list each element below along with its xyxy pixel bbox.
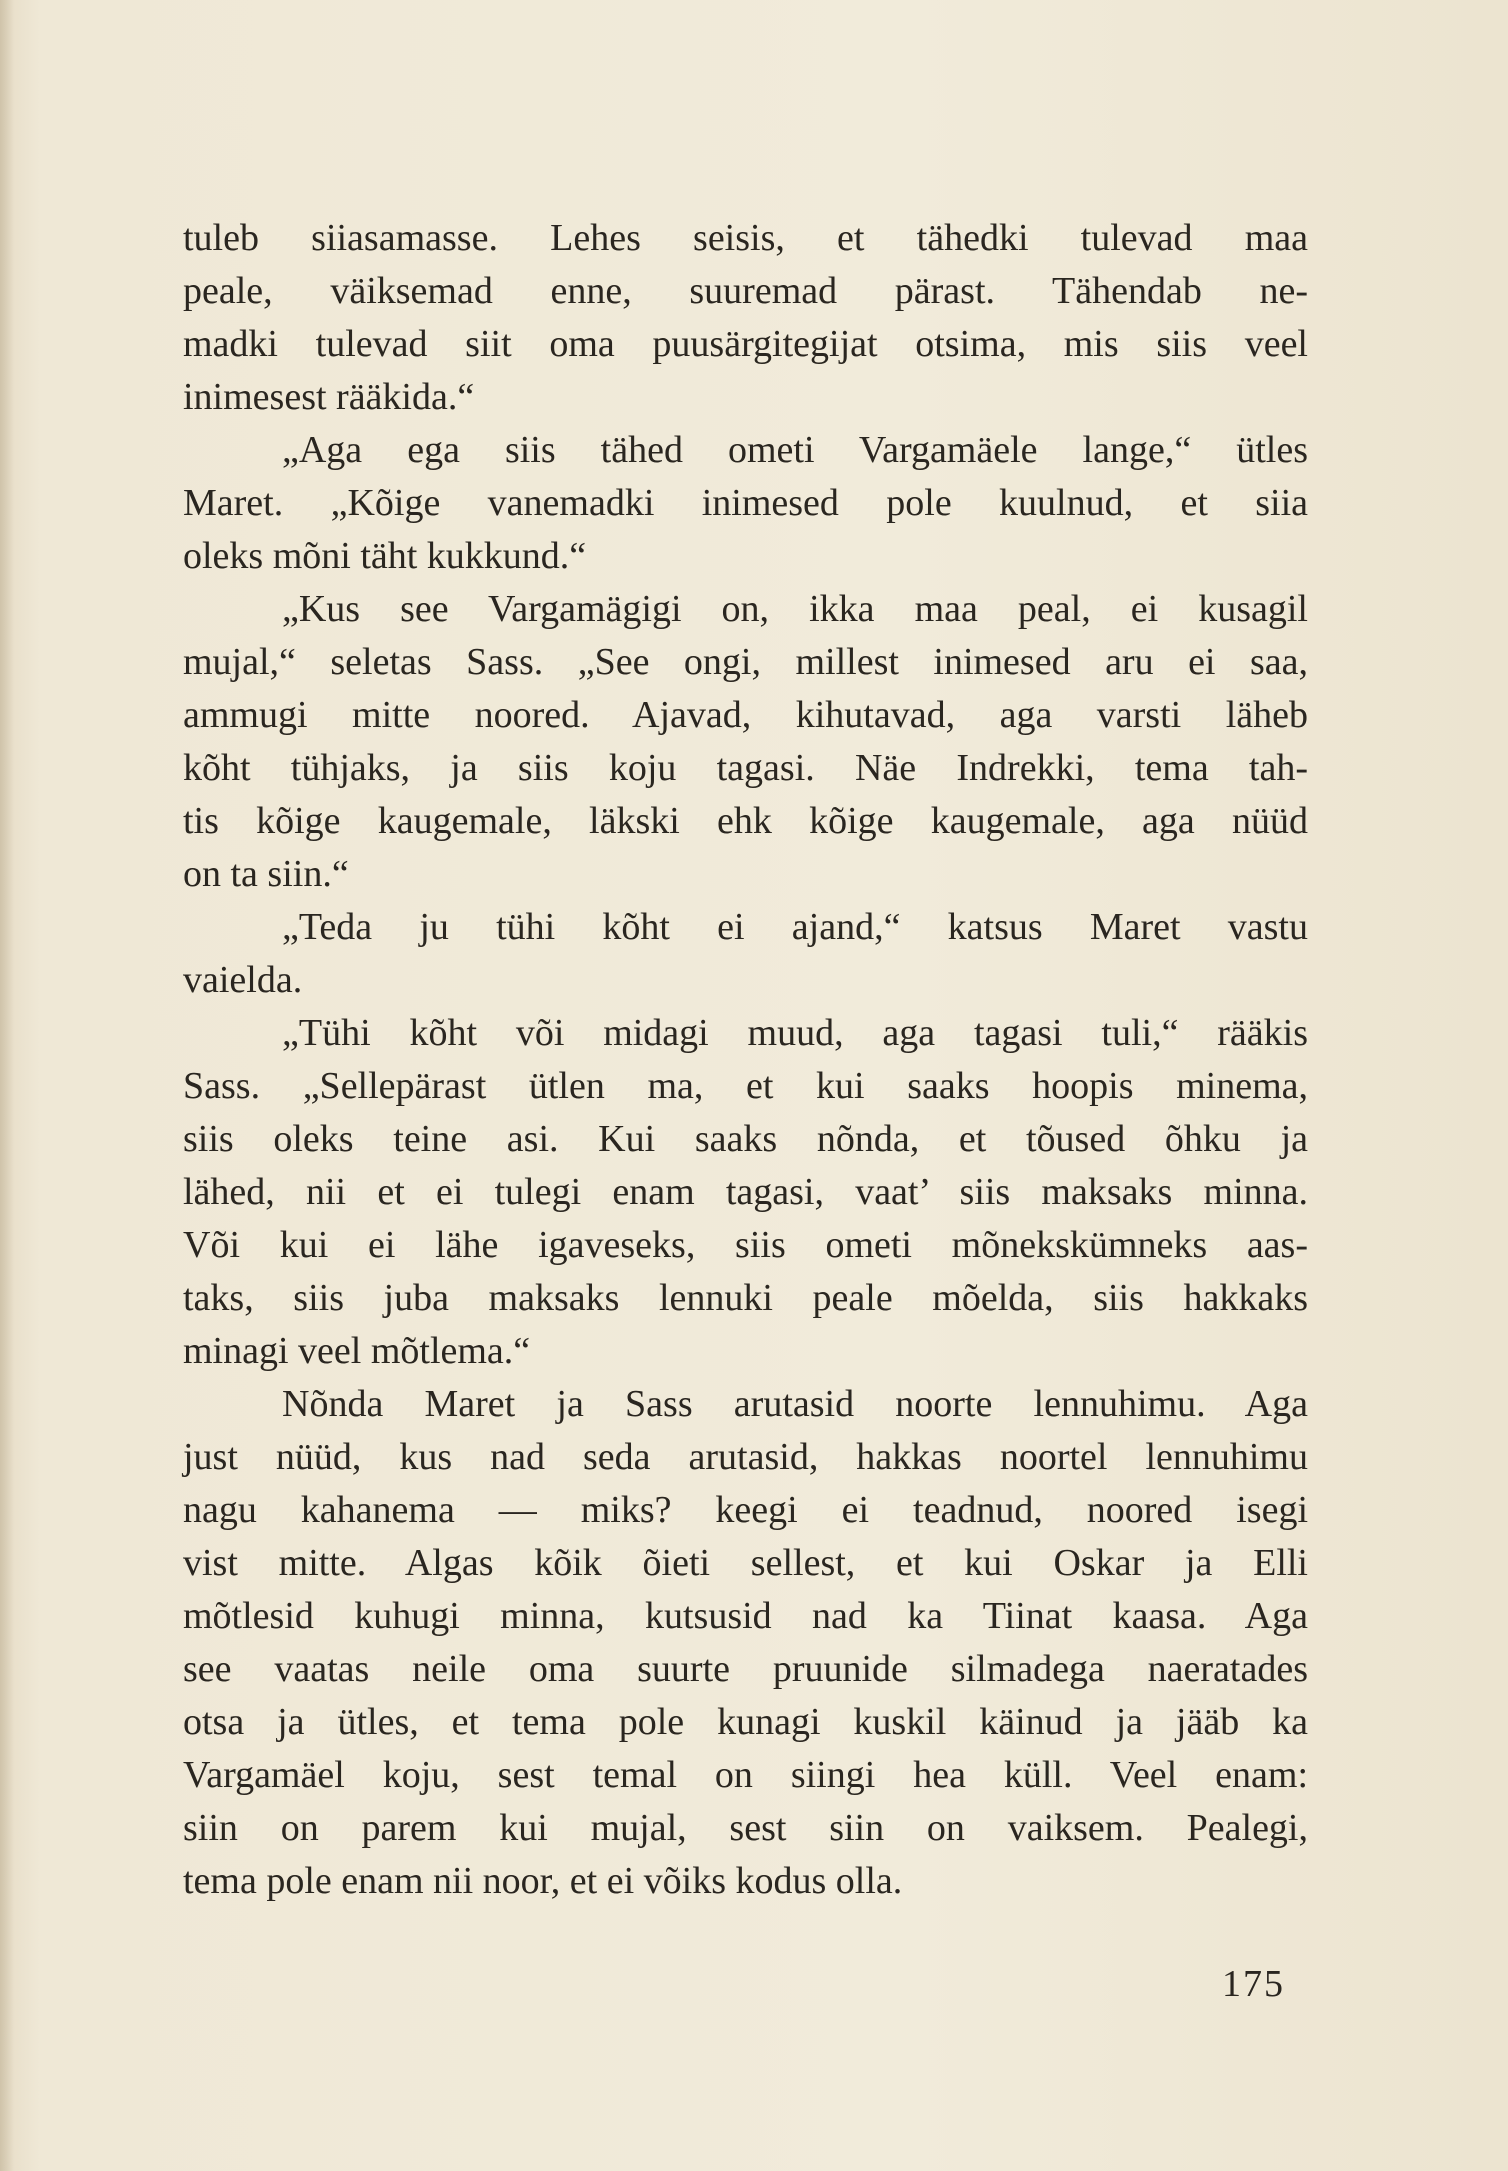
text-line: inimesest rääkida.“ [183, 376, 475, 418]
page-edge-shadow [0, 0, 14, 2171]
page-number: 175 [1222, 1963, 1285, 2005]
text-line: mõtlesid kuhugi minna, kutsusid nad ka Tiinat kaasa. Aga [183, 1595, 1308, 1637]
text-line: „Aga ega siis tähed ometi Vargamäele lange,“ ütles [282, 429, 1308, 471]
text-line: mujal,“ seletas Sass. „See ongi, millest inimesed aru ei saa, [183, 641, 1308, 683]
text-line: tis kõige kaugemale, läkski ehk kõige kaugemale, aga nüüd [183, 800, 1308, 842]
text-line: lähed, nii et ei tulegi enam tagasi, vaat’ siis maksaks minna. [183, 1171, 1308, 1213]
text-line: just nüüd, kus nad seda arutasid, hakkas noortel lennuhimu [183, 1436, 1308, 1478]
text-line: „Kus see Vargamägigi on, ikka maa peal, ei kusagil [282, 588, 1308, 630]
text-line: nagu kahanema — miks? keegi ei teadnud, noored isegi [183, 1489, 1308, 1531]
text-line: Nõnda Maret ja Sass arutasid noorte lennuhimu. Aga [282, 1383, 1308, 1425]
text-line: see vaatas neile oma suurte pruunide silmadega naeratades [183, 1648, 1308, 1690]
text-line: peale, väiksemad enne, suuremad pärast. Tähendab ne- [183, 270, 1308, 312]
text-line: vist mitte. Algas kõik õieti sellest, et kui Oskar ja Elli [183, 1542, 1308, 1584]
text-line: taks, siis juba maksaks lennuki peale mõelda, siis hakkaks [183, 1277, 1308, 1319]
text-line: tema pole enam nii noor, et ei võiks kodus olla. [183, 1860, 903, 1902]
text-line: Maret. „Kõige vanemadki inimesed pole kuulnud, et siia [183, 482, 1308, 524]
text-line: Sass. „Sellepärast ütlen ma, et kui saaks hoopis minema, [183, 1065, 1308, 1107]
text-line: on ta siin.“ [183, 853, 349, 895]
text-line: siin on parem kui mujal, sest siin on vaiksem. Pealegi, [183, 1807, 1308, 1849]
text-line: tuleb siiasamasse. Lehes seisis, et tähedki tulevad maa [183, 217, 1308, 259]
text-line: kõht tühjaks, ja siis koju tagasi. Näe Indrekki, tema tah- [183, 747, 1308, 789]
text-line: minagi veel mõtlema.“ [183, 1330, 531, 1372]
text-line: otsa ja ütles, et tema pole kunagi kuskil käinud ja jääb ka [183, 1701, 1308, 1743]
text-line: ammugi mitte noored. Ajavad, kihutavad, aga varsti läheb [183, 694, 1308, 736]
text-line: madki tulevad siit oma puusärgitegijat otsima, mis siis veel [183, 323, 1308, 365]
text-line: siis oleks teine asi. Kui saaks nõnda, et tõused õhku ja [183, 1118, 1308, 1160]
text-line: Või kui ei lähe igaveseks, siis ometi mõnekskümneks aas- [183, 1224, 1308, 1266]
text-line: „Tühi kõht või midagi muud, aga tagasi tuli,“ rääkis [282, 1012, 1308, 1054]
text-line: vaielda. [183, 959, 303, 1001]
text-line: Vargamäel koju, sest temal on siingi hea küll. Veel enam: [183, 1754, 1308, 1796]
text-line: oleks mõni täht kukkund.“ [183, 535, 587, 577]
body-text [183, 212, 1308, 1908]
text-line: „Teda ju tühi kõht ei ajand,“ katsus Maret vastu [282, 906, 1308, 948]
